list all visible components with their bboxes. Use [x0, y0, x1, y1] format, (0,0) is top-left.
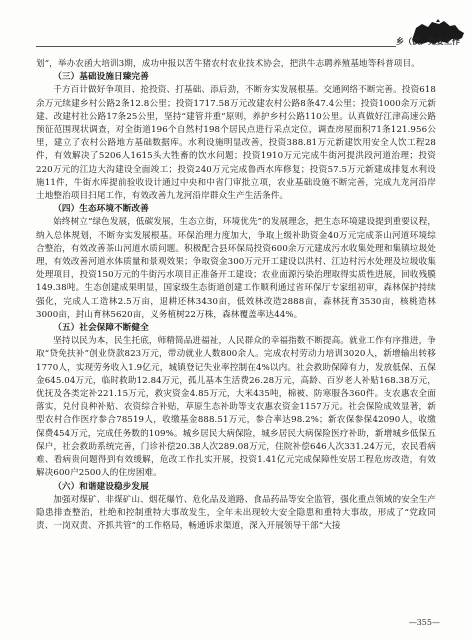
page-number: —355—: [408, 618, 440, 627]
header-rule: [36, 46, 396, 47]
section-label: 乡（镇）党委工作: [396, 37, 460, 46]
body-paragraph: 划”，举办农函大培训3期，成功申报以苦牛猪农村农业技术协会，把洪牛志聘养殖基地等科普项目。: [36, 59, 420, 69]
section-title: （三）基础设施日臻完善: [53, 72, 149, 83]
body-paragraph: 加强对煤矿、非煤矿山、烟花爆竹、危化品及道路、食品药品等安全监管，强化重点领域的安全生产隐患排查整治，杜绝和控制重特大事故发生，全年未出现较大安全隐患和重特大事故，形成了“党政同责、一岗双责、齐抓共管”的工作格局，畅通诉求渠道，深入开展领导干部“大接: [36, 494, 436, 532]
section-title: （五）社会保障不断健全: [53, 323, 149, 334]
body-paragraph: 始终树立“绿色发展，低碳发展，生态立街，环境优先”的发展理念，把生态环境建设提到重要议程，纳入总体规划，不断夯实发展根基。环保治理力度加大，争取上级补助资金40万元完成茶山河道环境综合整治，有效改善茶山河道水质问题。积极配合县环保局投资600余万元建成污水收集处理和集镇垃圾处理，有效改善河道水体质量和景观效果；争取资金300万元开工建设以洪村、江边村污水处理及垃圾收集处理项目，投资150万元的牛街污水项目正准备开工建设；农业面源污染治理取得实质性进展，回收残膜149.38吨。生态创建成果明显，国家级生态街道创建工作顺利通过省环保厅专家组初审，森林保护持续强化，完成人工造林2.5万亩，退耕还林3430亩，低效林改造2888亩，森林抚育3530亩，核桃造林3000亩，封山育林5620亩，义务植树22万株，森林覆盖率达44%。: [36, 217, 437, 320]
body-paragraph: 坚持以民为本，民生托底，师精简品进福祉，人民群众的幸福指数不断提高。就业工作有序推进，争取“贷免扶补”创业贷款823万元，带动就业人数800余人。完成农村劳动力培训3020人，新增输出转移1770人，实现劳务收入1.9亿元，城镇登记失业率控制在4%以内。社会救助保障有力，发放低保、五保金645.04万元，临时救助12.84万元，孤儿基本生活费26.28万元，高龄、百岁老人补贴168.38万元，优抚及各类定补221.15万元，救灾资金4.85万元，大米435吨，棉被、防寒服各360件。支农惠农全面落实，兑付良种补贴、农资综合补贴，草原生态补助等支农惠农资金1157万元。社会保险成效显著，新型农村合作医疗参合78519人，收缴基金888.51万元，参合率达98.2%；新农保参保42090人，收缴保费454万元，完成任务数的109%。城乡居民大病保险，城乡居民大病保险医疗补助，新增城乡低保五保户，社会救助系统完善，门诊补偿20.38人次289.08万元，住院补偿646人次331.24万元，农民看病难、看病贵问题得到有效缓解，危改工作扎实开展，投资1.41亿元完成保障性安居工程危房改造，有效解决600户2500人的住房困难。: [36, 336, 436, 479]
section-title: （四）生态环境不断改善: [53, 204, 149, 215]
document-body: [36, 58, 436, 533]
body-paragraph: 千方百计做好争项目、抢投资、打基础、添后劲，不断夯实发展根基。交通网络不断完善。投资618余万元续建乡村公路2条12.8公里；投资1717.58万元改建农村公路8条47.4公里；投资1000余万元新建、改建村社公路17条25公里，坚持“建管并重”原则，养护乡村公路110公里。认真做好江津高速公路预征范围现状调查，对全街道196个自然村198个居民点进行采点定位，调查房屋面积71条121.956公里，建立了农村公路地方基础数据库。水利设施明显改善，投资388.81万元新建饮用安全人饮工程28件，有效解决了5206人1615头大牲畜的饮水问题；投资1910万元完成牛街河提洪段河道治理；投资220万元的江边大沟建设全面竣工；投资240万元完成鲁西水库修复；投资57.5万元新建成排复水利设施11件，牛街水库提前验收设计通过中央和中省门审批立项，农业基础设施不断完善，完成九龙河沿岸土地整治项目扫尾工作，有效改善九龙河沿岸群众生产生活条件。: [36, 85, 436, 202]
section-title: （六）和谐建设稳步发展: [53, 481, 149, 492]
